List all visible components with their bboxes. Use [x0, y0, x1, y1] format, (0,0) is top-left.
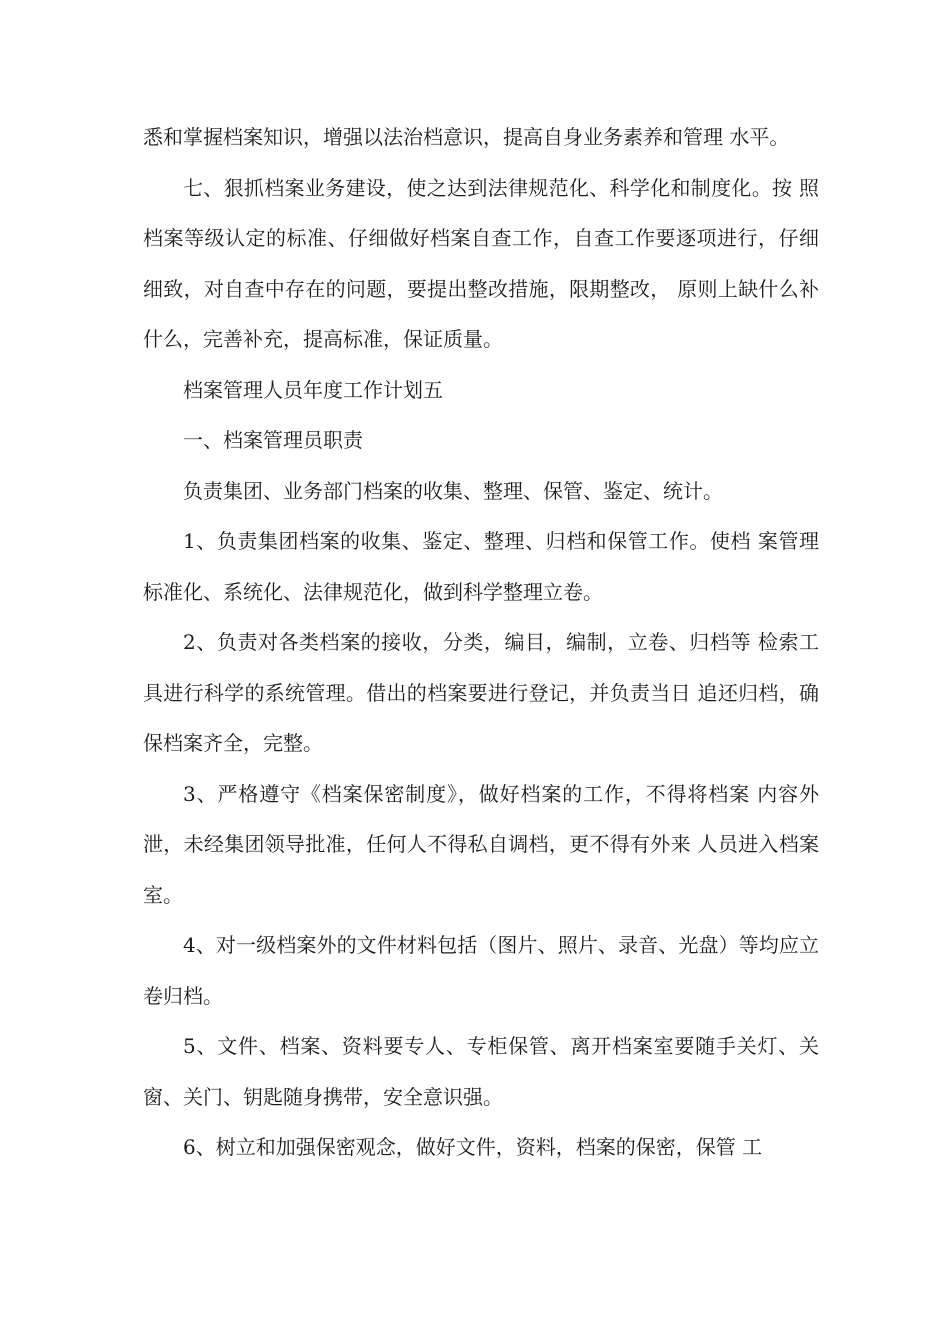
section-heading-duties: 一、档案管理员职责 [183, 428, 363, 452]
paragraph-item-1: 1、负责集团档案的收集、鉴定、整理、归档和保管工作。使档 案管理标准化、系统化、法律规范化，做到科学整理立卷。 [143, 529, 819, 604]
paragraph-item-4: 4、对一级档案外的文件材料包括（图片、照片、录音、光盘）等均应立卷归档。 [143, 933, 819, 1008]
paragraph-continuation: 悉和掌握档案知识，增强以法治档意识，提高自身业务素养和管理 水平。 [143, 125, 790, 149]
paragraph-item-3: 3、严格遵守《档案保密制度》，做好档案的工作，不得将档案 内容外泄，未经集团领导批准，任何人不得私自调档，更不得有外来 人员进入档案室。 [143, 781, 819, 907]
document-body [143, 112, 819, 1173]
paragraph-item-5: 5、文件、档案、资料要专人、专柜保管、离开档案室要随手关灯、关窗、关门、钥匙随身携带，安全意识强。 [143, 1034, 819, 1109]
section-title-plan-five: 档案管理人员年度工作计划五 [183, 377, 443, 402]
paragraph-item-seven: 七、狠抓档案业务建设，使之达到法律规范化、科学化和制度化。按 照档案等级认定的标准、仔细做好档案自查工作，自查工作要逐项进行，仔细细致，对自查中存在的问题，要提出整改措施，限期整改， 原则上缺什么补什么，完善补充，提高标准，保证质量。 [143, 175, 819, 351]
paragraph-item-2: 2、负责对各类档案的接收，分类，编目，编制，立卷、归档等 检索工具进行科学的系统管理。借出的档案要进行登记，并负责当日 追还归档，确保档案齐全，完整。 [143, 630, 819, 755]
paragraph-item-6: 6、树立和加强保密观念，做好文件，资料，档案的保密，保管 工 [183, 1135, 763, 1159]
paragraph-responsibility-summary: 负责集团、业务部门档案的收集、整理、保管、鉴定、统计。 [183, 478, 723, 503]
